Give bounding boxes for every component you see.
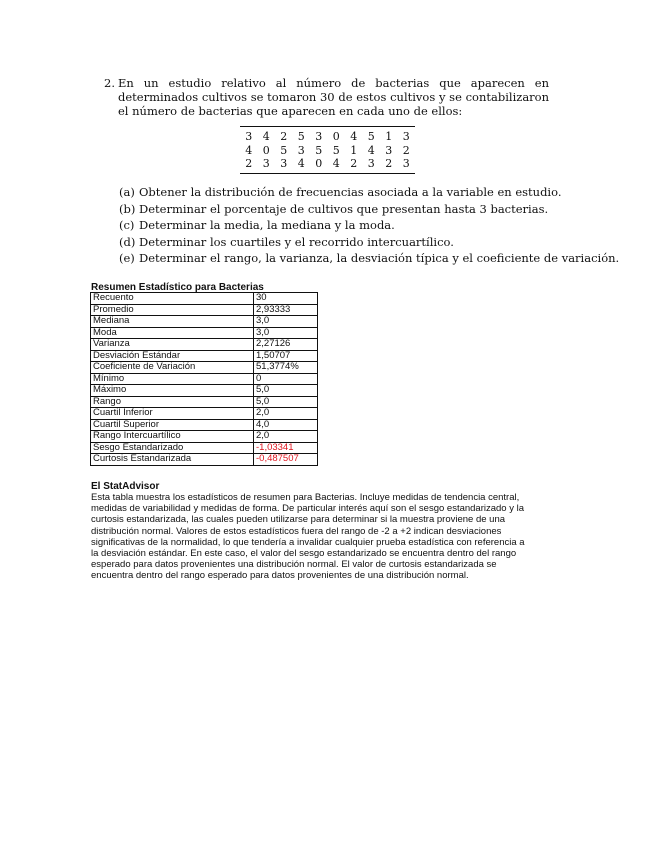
summary-value: 4,0	[254, 419, 318, 431]
data-cell: 4	[332, 157, 340, 170]
summary-label: Cuartil Superior	[91, 419, 254, 431]
summary-label: Máximo	[91, 385, 254, 397]
summary-row	[91, 327, 318, 339]
statadvisor-title: El StatAdvisor	[91, 481, 160, 492]
summary-label: Mediana	[91, 316, 254, 328]
data-cell: 2	[350, 157, 358, 170]
part-label: (e)	[119, 251, 135, 265]
data-cell: 2	[402, 143, 410, 157]
data-cell: 5	[280, 143, 288, 157]
summary-row	[91, 304, 318, 316]
data-cell: 5	[297, 130, 305, 143]
summary-value: 51,3774%	[254, 362, 318, 374]
data-cell: 4	[367, 143, 375, 157]
problem-text: En un estudio relativo al número de bacterias que aparecen en determinados cultivos se tomaron 30 de estos cultivos y se contabilizaron el número de bacterias que aparecen en cada uno de ellos:	[118, 76, 549, 118]
data-cell: 5	[367, 130, 375, 143]
summary-row	[91, 373, 318, 385]
part-label: (a)	[119, 185, 135, 199]
summary-label: Coeficiente de Variación	[91, 362, 254, 374]
summary-value: 1,50707	[254, 350, 318, 362]
part-text: Determinar los cuartiles y el recorrido intercuartílico.	[139, 234, 454, 249]
summary-statistics-table	[90, 292, 318, 466]
data-cell: 2	[385, 157, 393, 170]
data-cell: 5	[332, 143, 340, 157]
part-label: (c)	[119, 218, 135, 232]
data-cell: 1	[350, 143, 358, 157]
problem-number: 2.	[104, 76, 115, 90]
summary-label: Sesgo Estandarizado	[91, 442, 254, 454]
data-cell: 3	[245, 130, 253, 143]
exercise-part	[119, 184, 562, 201]
bacteria-data-table	[240, 126, 415, 174]
exercise-part	[119, 217, 549, 234]
data-row	[240, 127, 415, 144]
summary-row	[91, 293, 318, 305]
summary-label: Rango Intercuartílico	[91, 431, 254, 443]
summary-value: 3,0	[254, 316, 318, 328]
summary-label: Cuartil Inferior	[91, 408, 254, 420]
data-cell: 4	[350, 130, 358, 143]
part-label: (b)	[119, 201, 136, 216]
data-cell: 3	[297, 143, 305, 157]
data-cell: 4	[262, 130, 270, 143]
data-cell: 3	[367, 157, 375, 170]
summary-label: Rango	[91, 396, 254, 408]
data-cell: 1	[385, 130, 393, 143]
problem-statement	[104, 76, 549, 118]
data-row	[240, 157, 415, 173]
summary-row	[91, 419, 318, 431]
data-cell: 5	[315, 143, 323, 157]
part-text: Determinar el rango, la varianza, la desviación típica y el coeficiente de variación.	[139, 251, 620, 265]
data-cell: 0	[332, 130, 340, 143]
data-cell: 4	[297, 157, 305, 170]
data-cell: 3	[402, 130, 410, 143]
exercise-part	[119, 201, 549, 218]
part-text: Obtener la distribución de frecuencias asociada a la variable en estudio.	[139, 185, 562, 199]
summary-label: Varianza	[91, 339, 254, 351]
summary-label: Moda	[91, 327, 254, 339]
summary-value: 5,0	[254, 385, 318, 397]
summary-label: Desviación Estándar	[91, 350, 254, 362]
summary-value: 2,27126	[254, 339, 318, 351]
part-label: (d)	[119, 234, 136, 249]
part-text: Determinar el porcentaje de cultivos que presentan hasta 3 bacterias.	[139, 201, 549, 216]
exercise-part	[119, 250, 620, 267]
statadvisor-text: Esta tabla muestra los estadísticos de resumen para Bacterias. Incluye medidas de tendencia central, medidas de variabilidad y medidas de forma. De particular interés aquí son el sesgo estandarizado y la curtosis estandarizada, las cuales pueden utilizarse para determinar si la muestra proviene de una distribución normal. Valores de estos estadísticos fuera del rango de -2 a +2 indican desviaciones significativas de la normalidad, lo que tendería a invalidar cualquier prueba estadística con referencia a la desviación estándar. En este caso, el valor del sesgo estandarizado se encuentra dentro del rango esperado para datos provenientes una distribución normal. El valor de curtosis estandarizada se encuentra dentro del rango esperado para datos provenientes de una distribución normal.	[91, 492, 525, 582]
summary-row	[91, 431, 318, 443]
summary-value: -1,03341	[254, 442, 318, 454]
summary-value: 5,0	[254, 396, 318, 408]
data-cell: 0	[262, 143, 270, 157]
summary-value: 0	[254, 373, 318, 385]
summary-value: -0,487507	[254, 454, 318, 466]
summary-row	[91, 316, 318, 328]
data-cell: 3	[385, 143, 393, 157]
summary-row	[91, 350, 318, 362]
summary-row	[91, 454, 318, 466]
summary-label: Mínimo	[91, 373, 254, 385]
summary-row	[91, 339, 318, 351]
data-row	[240, 144, 415, 158]
data-cell: 2	[280, 130, 288, 143]
data-cell: 3	[402, 157, 410, 170]
summary-title: Resumen Estadístico para Bacterias	[91, 282, 264, 293]
summary-row	[91, 362, 318, 374]
summary-row	[91, 442, 318, 454]
summary-label: Recuento	[91, 293, 254, 305]
summary-value: 3,0	[254, 327, 318, 339]
summary-value: 2,93333	[254, 304, 318, 316]
summary-row	[91, 408, 318, 420]
summary-label: Curtosis Estandarizada	[91, 454, 254, 466]
data-cell: 2	[245, 157, 253, 170]
data-cell: 3	[280, 157, 288, 170]
exercise-part	[119, 234, 549, 251]
data-cell: 3	[262, 157, 270, 170]
summary-value: 30	[254, 293, 318, 305]
summary-value: 2,0	[254, 408, 318, 420]
summary-label: Promedio	[91, 304, 254, 316]
data-cell: 0	[315, 157, 323, 170]
data-cell: 4	[245, 143, 253, 157]
summary-row	[91, 385, 318, 397]
part-text: Determinar la media, la mediana y la moda.	[139, 218, 395, 232]
summary-value: 2,0	[254, 431, 318, 443]
data-cell: 3	[315, 130, 323, 143]
summary-row	[91, 396, 318, 408]
exercise-parts	[119, 184, 620, 267]
